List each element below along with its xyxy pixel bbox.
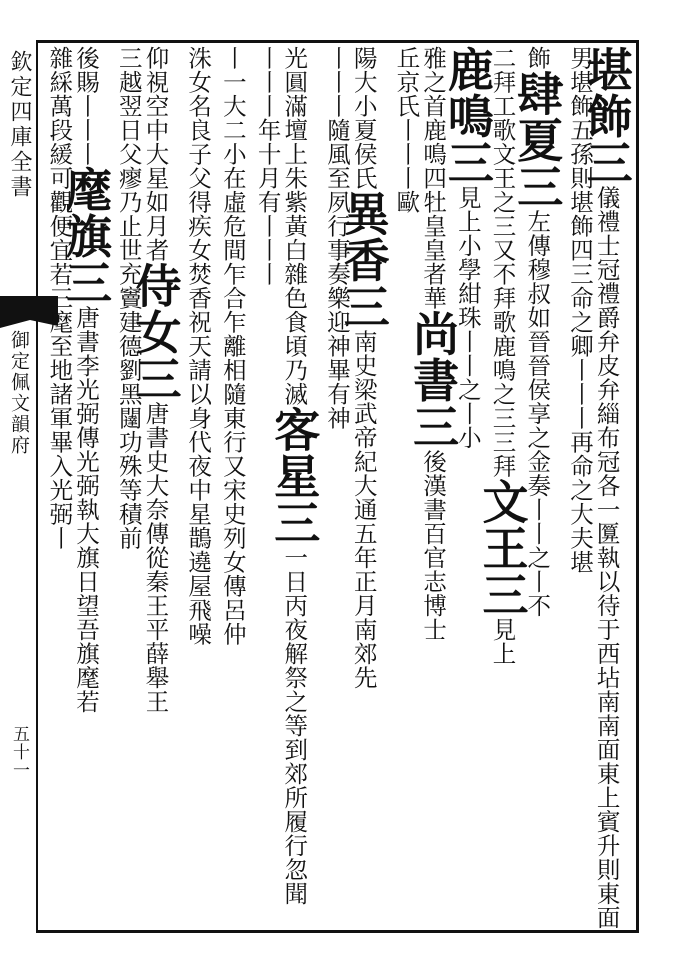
text-column: [178, 46, 218, 926]
entry-heading: 三: [59, 259, 114, 306]
bottom-border: [36, 930, 636, 933]
text-column: [109, 46, 149, 926]
entry-heading: 三: [579, 139, 634, 186]
text-column: [248, 46, 288, 926]
text-segment: 丨一大二小在虛危間乍合乍離相隨東行又宋史列女傳呂仲: [218, 46, 247, 646]
margin-book-title: 御定佩文韻府: [8, 330, 30, 456]
text-column: [317, 46, 357, 926]
text-segment: 見上小學紺珠丨丨之丨小: [453, 185, 482, 450]
entry-heading: 異香: [336, 190, 391, 283]
text-segment: 一日丙夜解祭之等到郊所履行忽聞: [280, 545, 309, 906]
entry-heading: 鹿鳴: [440, 46, 495, 139]
page-number: 五十一: [9, 725, 29, 779]
text-segment: 丨丨丨年十月有丨丨丨: [253, 46, 282, 286]
text-segment: 光圓滿壇上朱紫黃白雜色食頃乃滅: [280, 46, 309, 406]
text-segment: 二: [488, 46, 517, 70]
entry-heading: 三: [406, 403, 461, 450]
text-column: [440, 46, 496, 926]
entry-heading: 三: [475, 571, 530, 618]
top-border: [36, 40, 636, 43]
text-segment: 洙女名良子父得疾女焚香祝天請以身代夜中星鵲遶屋飛噪: [184, 46, 213, 646]
entry-heading: 肆夏: [510, 70, 565, 163]
entry-heading: 麾旗: [59, 166, 114, 259]
entry-heading: 三: [336, 283, 391, 330]
text-segment: 見上: [488, 617, 517, 666]
text-column: [386, 46, 426, 926]
entry-heading: 客星: [267, 406, 322, 499]
text-segment: 後漢書百官志博士: [419, 449, 448, 642]
text-segment: 左傳穆叔如晉晉侯享之金奏丨丨之丨不: [523, 209, 552, 618]
text-segment: 雜綵萬段: [45, 46, 74, 142]
entry-heading: 侍女: [128, 262, 183, 355]
text-segment: 陽大小夏侯氏: [349, 46, 378, 190]
text-segment: 唐書李光弼傳光弼執大旗日望吾旗麾若: [72, 305, 101, 714]
text-segment: 男堪飾五孫則堪飾四三命之卿丨丨丨再命之大夫堪: [565, 46, 594, 574]
text-column: [475, 46, 531, 926]
text-segment: 丨丨丨隨風至夙行事奏樂迎神畢有神: [323, 46, 351, 430]
text-segment: 飾: [523, 46, 552, 70]
text-segment: 雅之首鹿鳴四牡皇皇者華: [419, 46, 448, 310]
text-segment: 南史梁武帝紀大通五年正月南郊先: [349, 329, 378, 690]
text-segment: 唐書史大奈傳從秦王平薛舉王: [141, 401, 170, 714]
entry-heading: 三: [128, 355, 183, 402]
entry-heading: 尚書: [406, 310, 461, 403]
right-border: [636, 40, 639, 933]
entry-heading: 文王: [475, 478, 530, 571]
text-segment: 後賜丨丨丨: [72, 46, 101, 166]
text-column: [39, 46, 79, 926]
text-column: [213, 46, 253, 926]
text-segment: 三越翌日父瘳乃止: [114, 46, 143, 238]
text-segment: 儀禮士冠禮爵弁皮弁緇布冠各一匴執以待于西坫南南面東上賓升則東面: [592, 185, 621, 930]
text-segment: 世充竇建德劉黑闥功殊等積前: [114, 238, 143, 550]
text-segment: 緩可觀便宜若三麾至地諸軍畢入光弼丨: [45, 142, 74, 550]
text-column: [560, 46, 600, 926]
text-segment: 仰視空中大星如月者: [141, 46, 170, 262]
entry-heading: 堪飾: [579, 46, 634, 139]
margin-title: 欽定四庫全書: [7, 50, 32, 200]
entry-heading: 三: [267, 499, 322, 546]
entry-heading: 三: [440, 139, 495, 186]
text-column: [510, 46, 565, 926]
text-segment: 丘京氏丨丨丨歐: [392, 46, 421, 214]
entry-heading: 三: [510, 163, 565, 210]
text-segment: 拜工歌文王之三又不拜歌鹿鳴之三三拜: [488, 70, 517, 478]
